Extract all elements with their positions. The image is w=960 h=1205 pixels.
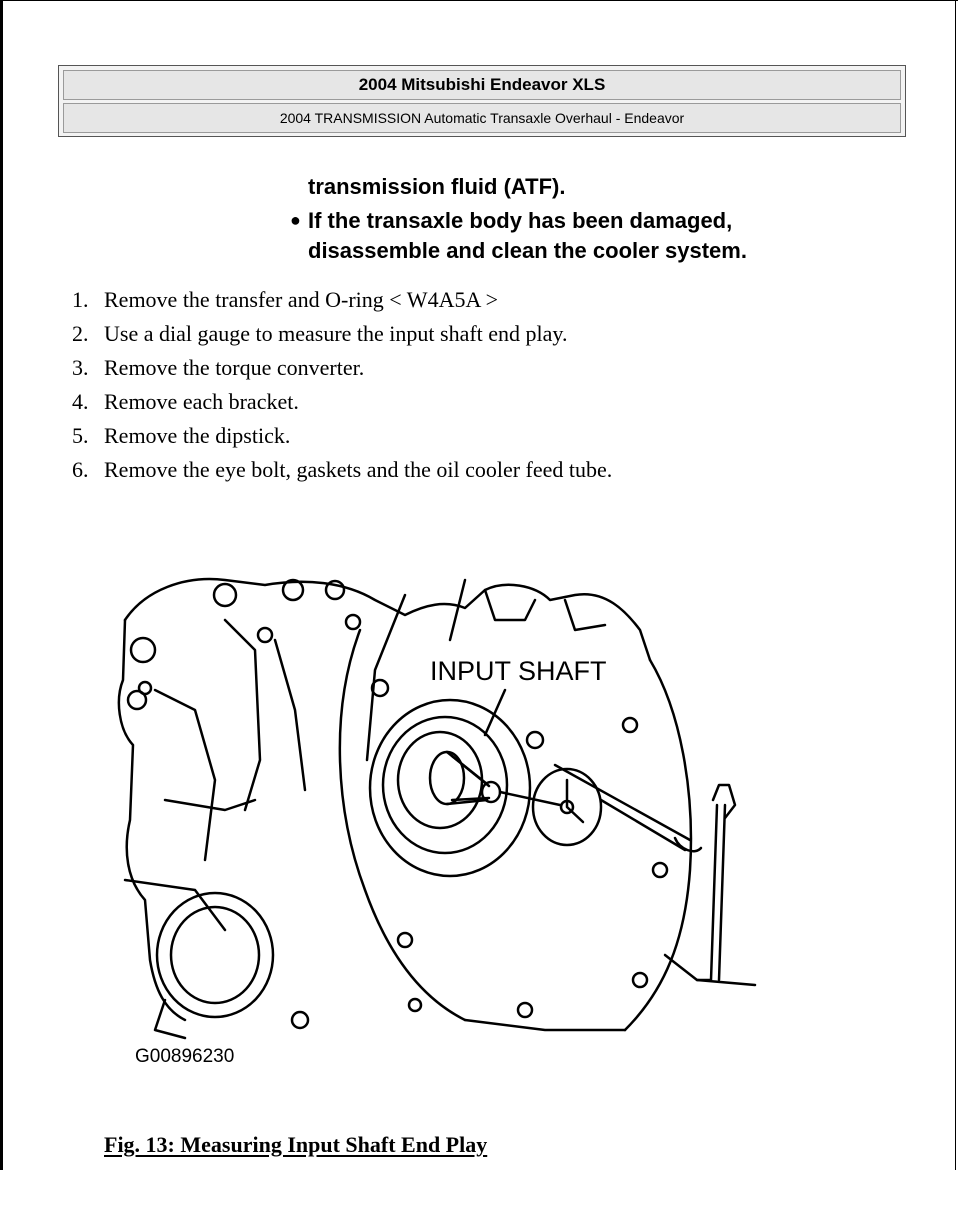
header-subtitle: 2004 TRANSMISSION Automatic Transaxle Overhaul - Endeavor — [63, 103, 901, 133]
page-left-border — [0, 0, 3, 1170]
page-top-border — [0, 0, 958, 1]
caution-continued-text: transmission fluid (ATF). — [308, 174, 566, 199]
step-number: 4. — [72, 389, 89, 414]
step-text: Remove the eye bolt, gaskets and the oil cooler feed tube. — [104, 457, 613, 482]
figure-code: G00896230 — [135, 1046, 235, 1067]
step-text: Use a dial gauge to measure the input shaft end play. — [104, 321, 568, 346]
step-number: 2. — [72, 321, 89, 346]
step-item — [72, 385, 612, 419]
step-item — [72, 317, 612, 351]
step-text: Remove the dipstick. — [104, 423, 291, 448]
page-right-border — [955, 0, 956, 1170]
step-number: 3. — [72, 355, 89, 380]
caution-bullet-line-1: If the transaxle body has been damaged, — [308, 208, 733, 233]
transaxle-case-drawing — [119, 579, 755, 1038]
step-number: 1. — [72, 287, 89, 312]
input-shaft-label: INPUT SHAFT — [430, 656, 607, 686]
document-header — [58, 65, 906, 137]
header-title: 2004 Mitsubishi Endeavor XLS — [63, 70, 901, 100]
caution-bullet-line-2: disassemble and clean the cooler system. — [308, 238, 747, 263]
step-number: 6. — [72, 457, 89, 482]
caution-bullet-item — [290, 206, 930, 266]
figure-caption: Fig. 13: Measuring Input Shaft End Play — [104, 1132, 488, 1157]
step-text: Remove each bracket. — [104, 389, 299, 414]
step-text: Remove the torque converter. — [104, 355, 365, 380]
input-shaft-diagram — [105, 560, 765, 1070]
procedure-steps — [72, 283, 612, 487]
step-item — [72, 453, 612, 487]
step-item — [72, 283, 612, 317]
step-number: 5. — [72, 423, 89, 448]
step-item — [72, 351, 612, 385]
bullet-icon: ● — [290, 210, 301, 230]
step-text: Remove the transfer and O-ring < W4A5A > — [104, 287, 499, 312]
caution-note — [290, 172, 930, 266]
step-item — [72, 419, 612, 453]
